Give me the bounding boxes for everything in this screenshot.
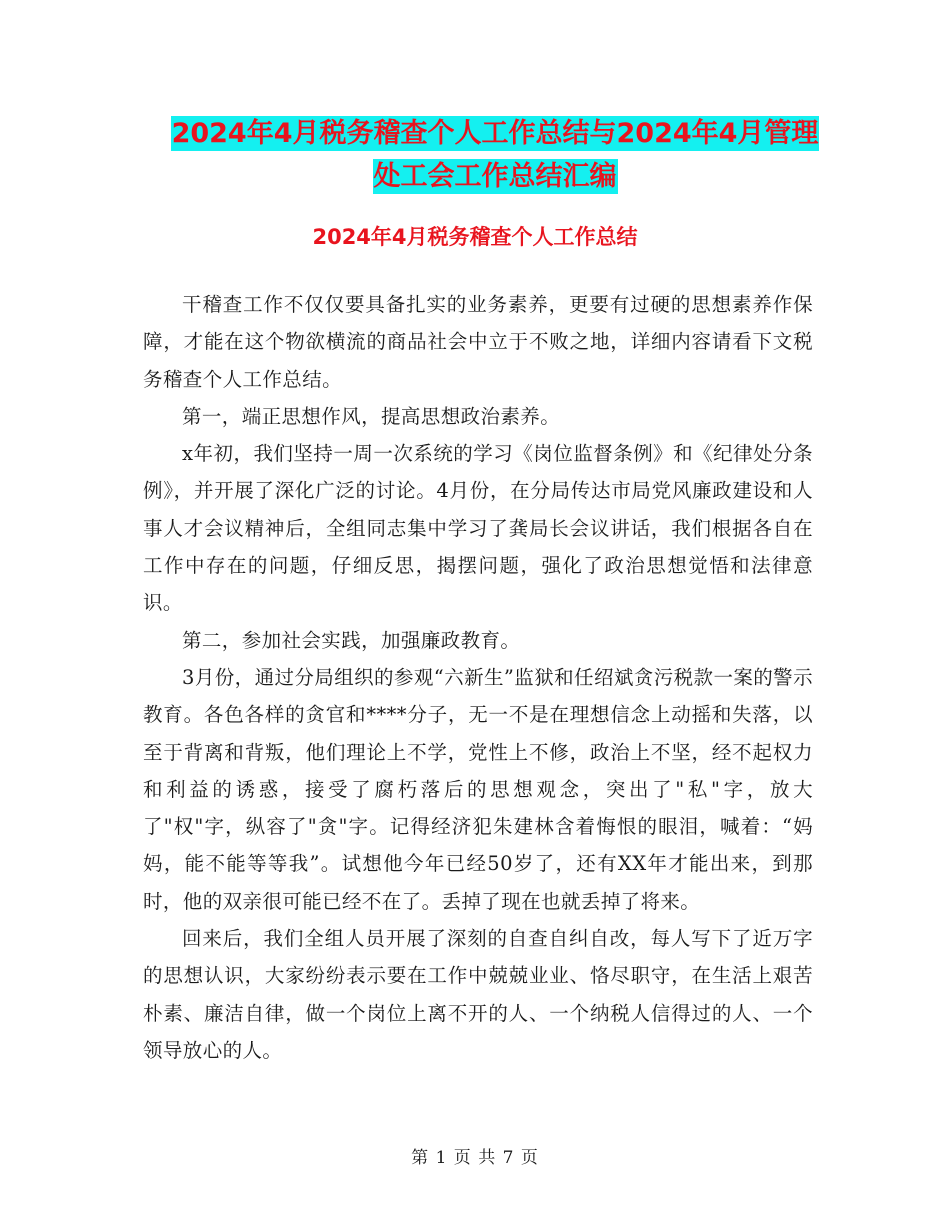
title-line-2: 处工会工作总结汇编 bbox=[373, 161, 617, 192]
paragraph-heading-1: 第一，端正思想作风，提高思想政治素养。 bbox=[182, 404, 561, 428]
document-body bbox=[143, 286, 813, 1069]
paragraph-education: 3月份，通过分局组织的参观“六新生”监狱和任绍斌贪污税款一案的警示教育。各色各样的贪官和****分子，无一不是在理想信念上动摇和失落，以至于背离和背叛，他们理论上不学，党性上不修，政治上不坚，经不起权力和利益的诱惑，接受了腐朽落后的思想观念，突出了"私"字，放大了"权"字，纵容了"贪"字。记得经济犯朱建林含着悔恨的眼泪，喊着：“妈妈，能不能等等我”。试想他今年已经50岁了，还有XX年才能出来，到那时，他的双亲很可能已经不在了。丢掉了现在也就丢掉了将来。 bbox=[143, 665, 813, 913]
paragraph-intro: 干稽查工作不仅仅要具备扎实的业务素养，更要有过硬的思想素养作保障，才能在这个物欲横流的商品社会中立于不败之地，详细内容请看下文税务稽查个人工作总结。 bbox=[143, 293, 813, 391]
document-title bbox=[150, 112, 840, 198]
paragraph-heading-2: 第二，参加社会实践，加强廉政教育。 bbox=[182, 628, 521, 652]
title-line-1: 2024年4月税务稽查个人工作总结与2024年4月管理 bbox=[171, 118, 819, 149]
page-number-footer: 第 1 页 共 7 页 bbox=[411, 1148, 539, 1168]
paragraph-study: x年初，我们坚持一周一次系统的学习《岗位监督条例》和《纪律处分条例》，并开展了深化广泛的讨论。4月份，在分局传达市局党风廉政建设和人事人才会议精神后，全组同志集中学习了龚局长会议讲话，我们根据各自在工作中存在的问题，仔细反思，揭摆问题，强化了政治思想觉悟和法律意识。 bbox=[143, 442, 813, 615]
paragraph-selfcheck: 回来后，我们全组人员开展了深刻的自查自纠自改，每人写下了近万字的思想认识，大家纷纷表示要在工作中兢兢业业、恪尽职守，在生活上艰苦朴素、廉洁自律，做一个岗位上离不开的人、一个纳税人信得过的人、一个领导放心的人。 bbox=[143, 927, 813, 1062]
section-title: 2024年4月税务稽查个人工作总结 bbox=[312, 225, 638, 249]
